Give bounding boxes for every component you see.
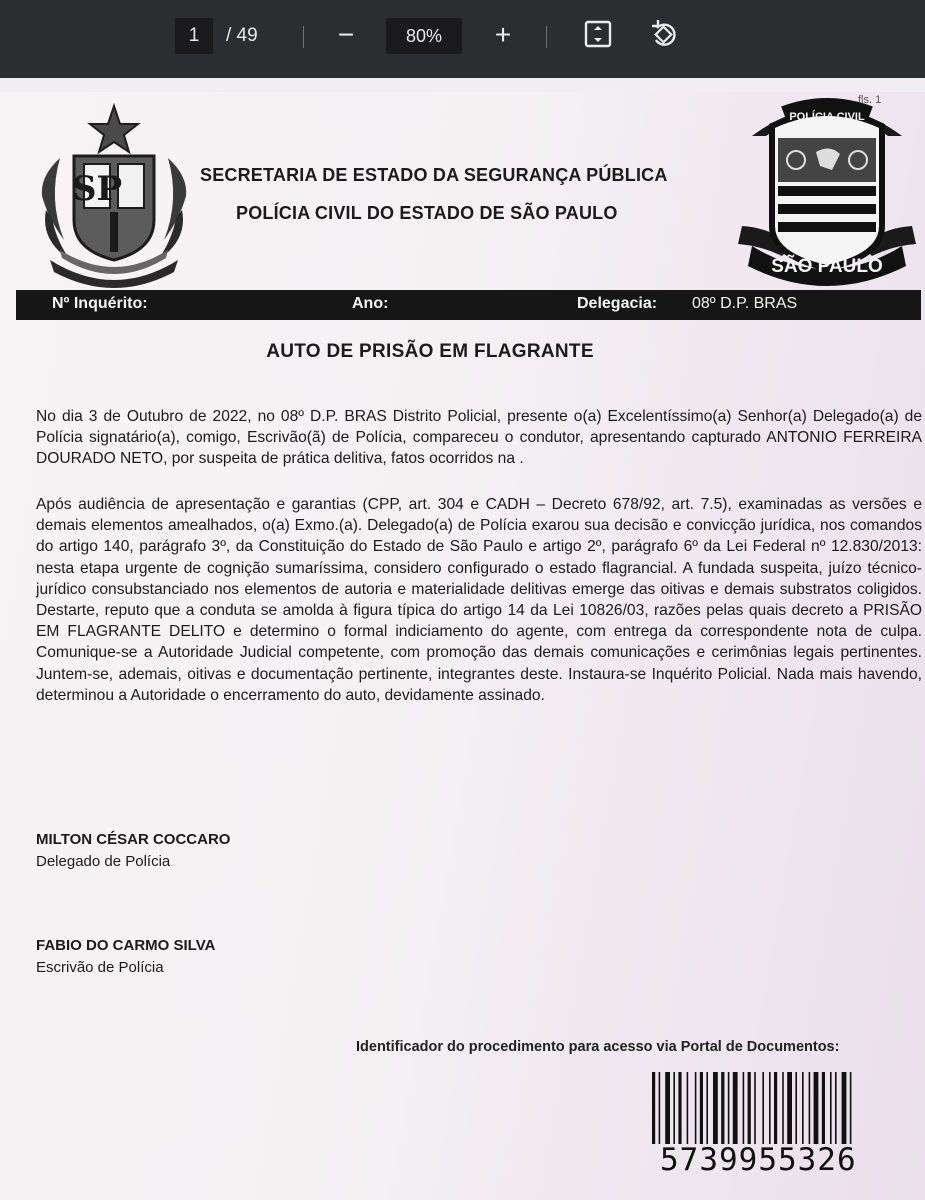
barcode-bar (695, 1072, 697, 1144)
barcode-bar (802, 1072, 804, 1144)
barcode-bar (762, 1072, 764, 1144)
signatory-escrivao (36, 935, 215, 979)
barcode-bar (700, 1072, 703, 1144)
barcode-bar (728, 1072, 730, 1144)
right-badge-bottom-text: SÃO PAULO (771, 256, 883, 277)
document-title: AUTO DE PRISÃO EM FLAGRANTE (266, 341, 594, 362)
header-policia-civil: POLÍCIA CIVIL DO ESTADO DE SÃO PAULO (236, 203, 618, 223)
page-mark: fls. 1 (858, 94, 882, 106)
fit-page-icon[interactable] (580, 16, 616, 52)
page-count: / 49 (226, 25, 258, 46)
signatory-role: Delegado de Polícia (36, 853, 171, 870)
barcode-bar (687, 1072, 689, 1144)
paragraph-decision: Após audiência de apresentação e garantias (CPP, art. 304 e CADH – Decreto 678/92, art. 7.5), examinadas as versões e demais elementos amealhados, o(a) Exmo.(a). Delegado(a) de Polícia exarou sua decisão e convicção jurídica, nos comandos do artigo 140, parágrafo 3º, da Constituição do Estado de São Paulo e artigo 2º, parágrafo 6º da Lei Federal nº 12.830/2013: nesta etapa urgente de cognição sumaríssima, considero configurado o estado flagrancial. A fundada suspeita, juízo técnico-jurídico consubstanciado nos elementos de autoria e materialidade delitivas emerge das oitivas e demais substratos coligidos. Destarte, reputo que a conduta se amolda à figura típica do artigo 14 da Lei 10826/03, razões pelas quais decreto a PRISÃO EM FLAGRANTE DELITO e determino o formal indiciamento do agente, com entrega da correspondente nota de culpa. Comunique-se a Autoridade Judicial competente, com promoção das demais comunicações e cerimônias legais pertinentes. Juntem-se, ademais, oitivas e documentação pertinente, integrantes deste. Instaura-se Inquérito Policial. Nada mais havendo, determinou a Autoridade o encerramento do auto, devidamente assinado. (36, 496, 922, 704)
barcode-bar (754, 1072, 756, 1144)
signatory-role: Escrivão de Polícia (36, 959, 164, 976)
barcode-bar (809, 1072, 811, 1144)
zoom-out-button[interactable]: − (337, 19, 355, 50)
viewer-toolbar (0, 0, 925, 78)
barcode-bar (787, 1072, 792, 1144)
barcode-bar (659, 1072, 661, 1144)
barcode-bar (713, 1072, 718, 1144)
barcode-bar (842, 1072, 847, 1144)
barcode-bar (673, 1072, 675, 1144)
zoom-in-button[interactable]: + (494, 19, 512, 50)
delegacia-value: 08º D.P. BRAS (692, 295, 798, 312)
barcode-bar (678, 1072, 681, 1144)
inquerito-label: Nº Inquérito: (52, 295, 148, 312)
identifier-label: Identificador do procedimento para acesso via Portal de Documentos: (356, 1039, 840, 1055)
barcode (652, 1072, 892, 1144)
current-page-input[interactable]: 1 (175, 18, 213, 54)
ano-label: Ano: (352, 295, 389, 312)
barcode-bar (652, 1072, 655, 1144)
barcode-bar (795, 1072, 797, 1144)
barcode-bar (850, 1072, 852, 1144)
case-info-bar (16, 290, 921, 320)
paragraph-intro: No dia 3 de Outubro de 2022, no 08º D.P. BRAS Distrito Policial, presente o(a) Excelentíssimo(a) Senhor(a) Delegado(a) de Polícia signatário(a), comigo, Escrivão(ã) de Polícia, compareceu o condutor, apresentando capturado ANTONIO FERREIRA DOURADO NETO, por suspeita de prática delitiva, fatos ocorridos na . (36, 408, 922, 468)
header-secretaria: SECRETARIA DE ESTADO DA SEGURANÇA PÚBLICA (200, 165, 668, 185)
signatory-name: FABIO DO CARMO SILVA (36, 937, 216, 954)
zoom-level-input[interactable]: 80% (386, 18, 462, 54)
barcode-bar (733, 1072, 738, 1144)
barcode-bar (774, 1072, 777, 1144)
right-badge-top-text: POLÍCIA CIVIL (789, 111, 865, 123)
barcode-bar (814, 1072, 819, 1144)
barcode-bar (706, 1072, 708, 1144)
barcode-bar (822, 1072, 825, 1144)
toolbar-divider (546, 26, 547, 48)
barcode-bar (665, 1072, 670, 1144)
barcode-bar (830, 1072, 832, 1144)
barcode-bar (721, 1072, 724, 1144)
signatory-name: MILTON CÉSAR COCCARO (36, 831, 231, 848)
barcode-bar (782, 1072, 784, 1144)
document-page (0, 92, 925, 1200)
policia-civil-badge-icon (732, 96, 922, 286)
barcode-bar (769, 1072, 771, 1144)
sp-coat-of-arms-icon (30, 100, 198, 290)
barcode-bar (748, 1072, 751, 1144)
delegacia-label: Delegacia: (577, 295, 658, 312)
barcode-number: 5739955326 (660, 1142, 857, 1178)
rotate-icon[interactable] (646, 16, 682, 52)
signatory-delegado (36, 829, 230, 873)
left-seal-text: SP (71, 169, 123, 209)
barcode-bar (835, 1072, 837, 1144)
barcode-bar (743, 1072, 745, 1144)
toolbar-divider (303, 26, 304, 48)
